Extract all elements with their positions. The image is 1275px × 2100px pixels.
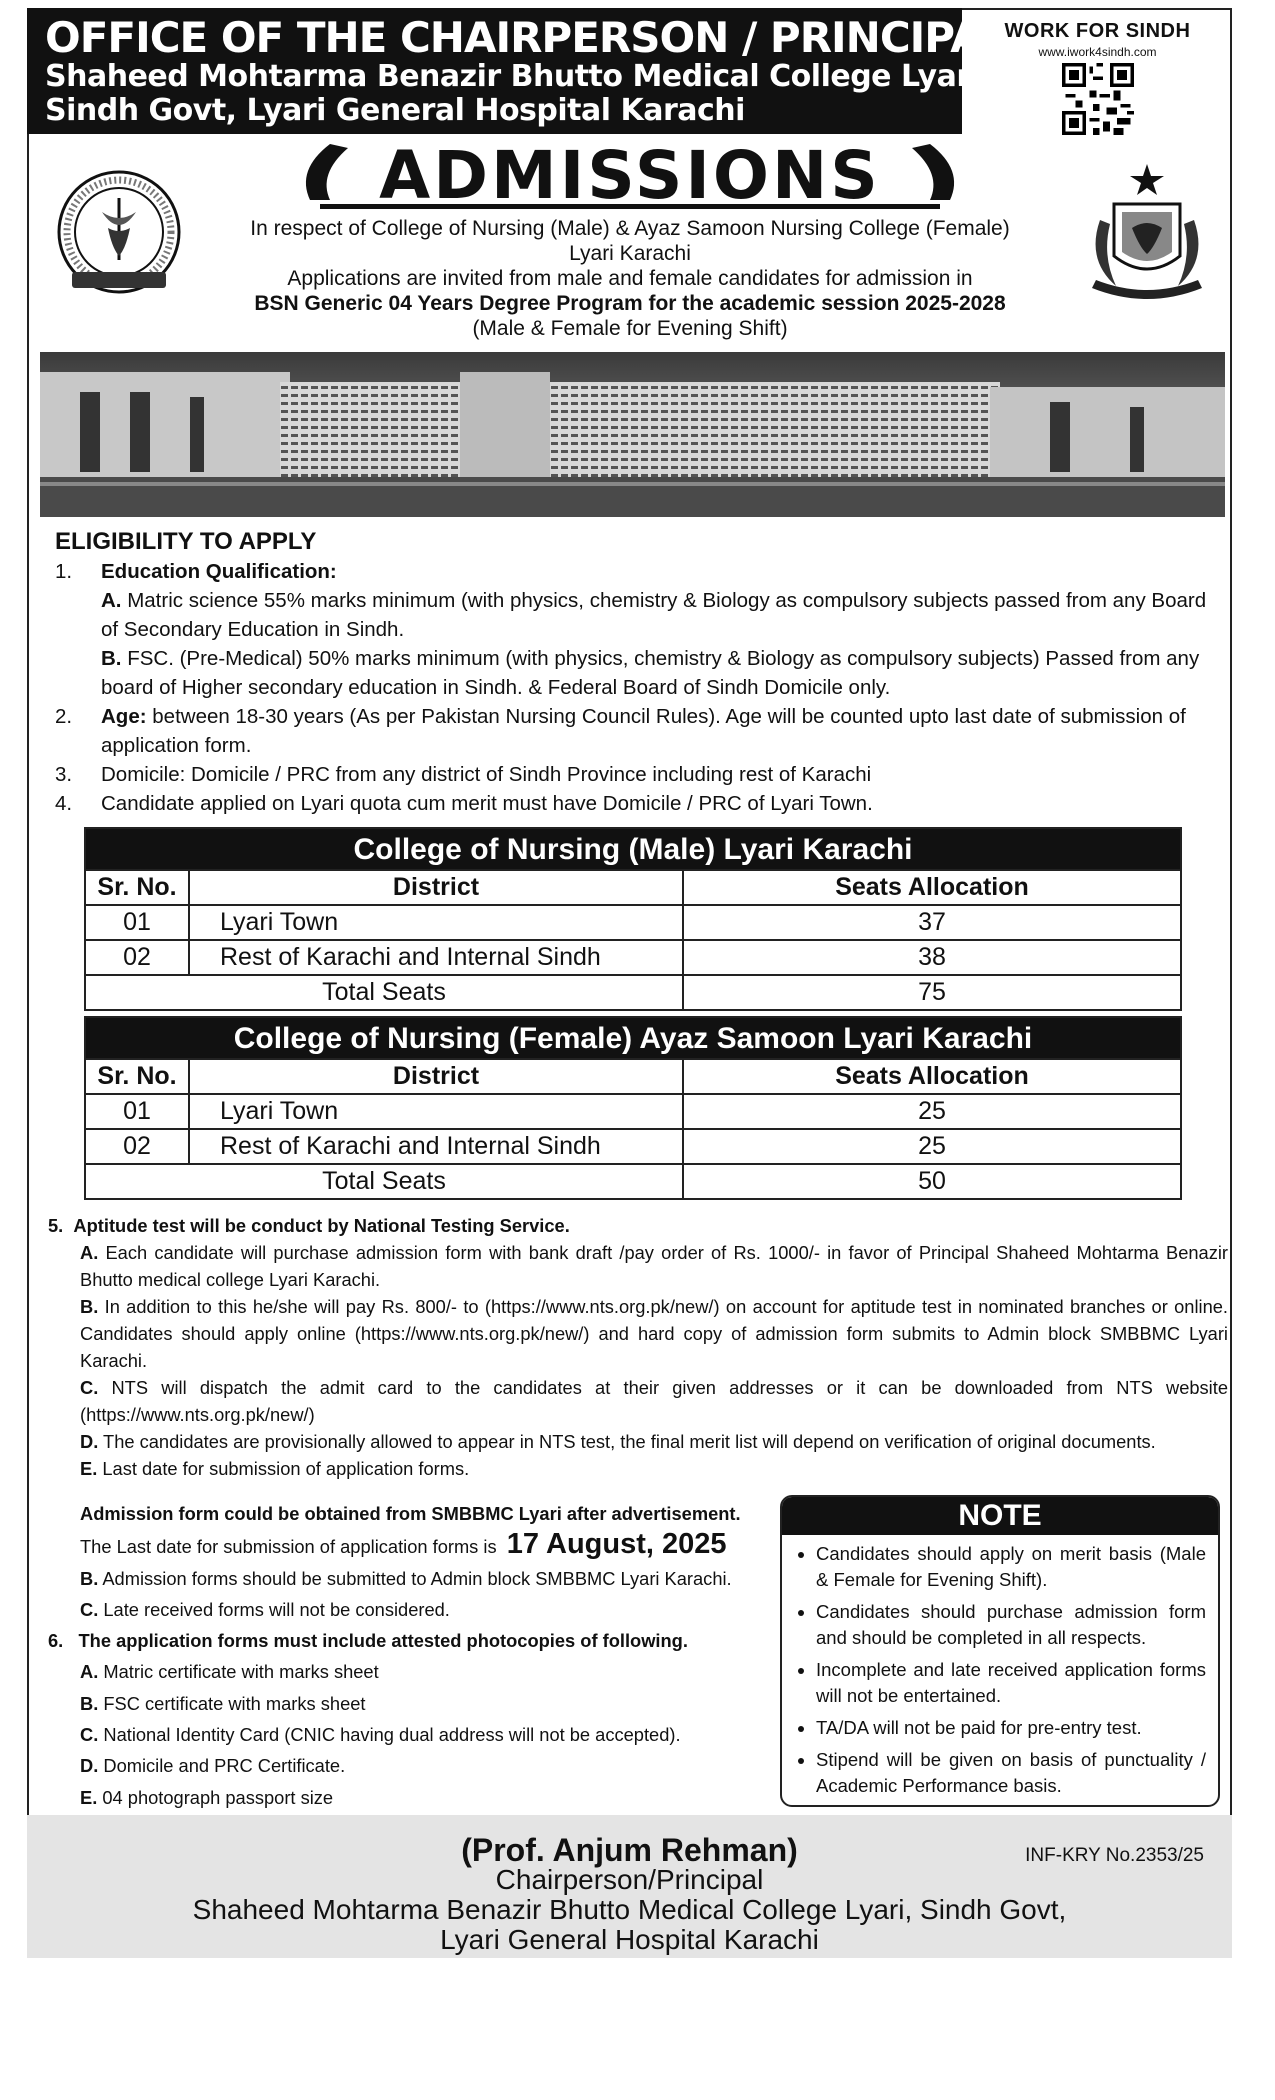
education-matric <box>55 586 1225 644</box>
eligibility-item-education <box>55 557 1225 586</box>
note-box <box>780 1495 1220 1807</box>
header-banner <box>27 8 1008 134</box>
note-item: • Candidates should purchase admission form and should be completed in all respects. <box>816 1599 1206 1651</box>
col-header-seats: Seats Allocation <box>683 1059 1181 1094</box>
document-text: Matric certificate with marks sheet <box>103 1661 379 1683</box>
sub-label: D. <box>80 1431 99 1452</box>
age-label: Age: <box>101 705 147 728</box>
table-total-row <box>85 975 1181 1010</box>
admission-intro <box>190 216 1070 341</box>
admission-forms-section <box>48 1498 768 1844</box>
eligibility-item-quota <box>55 789 1225 818</box>
eligibility-item-domicile <box>55 760 1225 789</box>
cell-sr: 02 <box>85 1129 189 1164</box>
aptitude-a-text: Each candidate will purchase admission form with bank draft /pay order of Rs. 1000/- in favor of Principal Shaheed Mohtarma Benazir Bhutto medical college Lyari Karachi. <box>80 1242 1228 1290</box>
aptitude-item-a <box>48 1239 1228 1293</box>
sub-label: A. <box>101 589 122 612</box>
signatory-designation: Chairperson/Principal <box>495 1864 764 1895</box>
cell-district: Rest of Karachi and Internal Sindh <box>189 940 683 975</box>
cell-seats: 25 <box>683 1129 1181 1164</box>
intro-shift: (Male & Female for Evening Shift) <box>472 317 788 340</box>
aptitude-item-d <box>48 1428 1228 1455</box>
seats-table-female <box>84 1016 1182 1200</box>
total-seats: 50 <box>683 1164 1181 1199</box>
col-header-district: District <box>189 870 683 905</box>
eligibility-item-age <box>55 702 1225 760</box>
document-item <box>48 1750 768 1781</box>
sindh-govt-emblem-icon <box>1072 160 1222 310</box>
aptitude-e-text: Last date for submission of application forms. <box>102 1458 470 1479</box>
col-header-sr: Sr. No. <box>85 1059 189 1094</box>
intro-city: Lyari Karachi <box>569 242 691 265</box>
col-header-district: District <box>189 1059 683 1094</box>
item-number: 1. <box>55 560 73 583</box>
sub-label: C. <box>80 1377 99 1398</box>
note-item: • Incomplete and late received application forms will not be entertained. <box>816 1657 1206 1709</box>
admission-c-text: Late received forms will not be considered. <box>103 1598 450 1620</box>
note-heading: NOTE <box>782 1497 1218 1535</box>
college-seal-icon <box>52 168 186 302</box>
note-item: • TA/DA will not be paid for pre-entry test. <box>816 1715 1206 1741</box>
document-text: FSC certificate with marks sheet <box>103 1692 366 1714</box>
documents-title: The application forms must include attested photocopies of following. <box>78 1630 688 1652</box>
cell-seats: 25 <box>683 1094 1181 1129</box>
admission-b-text: Admission forms should be submitted to Admin block SMBBMC Lyari Karachi. <box>102 1567 732 1589</box>
document-item <box>48 1782 768 1813</box>
aptitude-item-b <box>48 1293 1228 1374</box>
sub-label: E. <box>80 1786 98 1808</box>
table-row <box>85 940 1181 975</box>
cell-seats: 38 <box>683 940 1181 975</box>
sub-label: B. <box>80 1692 99 1714</box>
education-title: Education Qualification: <box>101 560 337 583</box>
document-item <box>48 1656 768 1687</box>
cell-district: Lyari Town <box>189 905 683 940</box>
header-college-name: Shaheed Mohtarma Benazir Bhutto Medical College Lyari <box>45 59 981 94</box>
sub-label: E. <box>80 1458 98 1479</box>
cell-district: Rest of Karachi and Internal Sindh <box>189 1129 683 1164</box>
quota-text: Candidate applied on Lyari quota cum merit must have Domicile / PRC of Lyari Town. <box>101 792 873 815</box>
aptitude-item-c <box>48 1374 1228 1428</box>
header-location: Sindh Govt, Lyari General Hospital Karachi <box>45 93 745 128</box>
document-item <box>48 1719 768 1750</box>
signatory-college: Shaheed Mohtarma Benazir Bhutto Medical College Lyari, Sindh Govt, <box>192 1894 1067 1925</box>
education-fsc <box>55 644 1225 702</box>
note-item: • Candidates should apply on merit basis (Male & Female for Evening Shift). <box>816 1541 1206 1593</box>
document-text: 04 photograph passport size <box>102 1786 334 1808</box>
work-for-sindh-url: www.iwork4sindh.com <box>1038 45 1157 59</box>
total-seats: 75 <box>683 975 1181 1010</box>
reference-number: INF-KRY No.2353/25 <box>1025 1845 1204 1866</box>
intro-colleges: In respect of College of Nursing (Male) & Ayaz Samoon Nursing College (Female) <box>250 217 1010 240</box>
intro-program: BSN Generic 04 Years Degree Program for the academic session 2025-2028 <box>254 292 1006 315</box>
table-row <box>85 1129 1181 1164</box>
header-title: OFFICE OF THE CHAIRPERSON / PRINCIPAL <box>45 13 1008 62</box>
qr-code-icon <box>1062 63 1134 135</box>
aptitude-item-e <box>48 1455 1228 1482</box>
intro-invitation: Applications are invited from male and female candidates for admission in <box>287 267 973 290</box>
admissions-banner <box>290 137 970 214</box>
signature-footer <box>27 1815 1232 1958</box>
work-for-sindh-badge <box>970 10 1225 134</box>
signatory-hospital: Lyari General Hospital Karachi <box>440 1924 819 1955</box>
sub-label: D. <box>80 1755 99 1777</box>
note-list <box>782 1541 1218 1799</box>
fsc-text: FSC. (Pre-Medical) 50% marks minimum (with physics, chemistry & Biology as compulsory subjects) Passed from any board of Higher secondary education in Sindh. & Federal Board of Sindh Domicile only. <box>101 647 1200 699</box>
last-date: 17 August, 2025 <box>506 1528 727 1561</box>
sub-label: A. <box>80 1242 99 1263</box>
sub-label: B. <box>80 1567 99 1589</box>
total-label: Total Seats <box>85 1164 683 1199</box>
aptitude-c-text: NTS will dispatch the admit card to the candidates at their given addresses or it can be downloaded from NTS website (https://www.nts.org.pk/new/) <box>80 1377 1228 1425</box>
eligibility-section <box>55 527 1225 818</box>
cell-district: Lyari Town <box>189 1094 683 1129</box>
cell-sr: 01 <box>85 905 189 940</box>
document-item <box>48 1688 768 1719</box>
admission-obtain: Admission form could be obtained from SMBBMC Lyari after advertisement. <box>80 1503 741 1524</box>
sub-label: B. <box>101 647 122 670</box>
cell-seats: 37 <box>683 905 1181 940</box>
item-number: 2. <box>55 705 73 728</box>
total-label: Total Seats <box>85 975 683 1010</box>
work-for-sindh-brand: WORK FOR SINDH <box>1004 20 1191 42</box>
item-number: 3. <box>55 763 73 786</box>
sub-label: C. <box>80 1724 99 1746</box>
table-total-row <box>85 1164 1181 1199</box>
domicile-text: Domicile: Domicile / PRC from any district of Sindh Province including rest of Karachi <box>101 763 872 786</box>
note-item: • Stipend will be given on basis of punctuality / Academic Performance basis. <box>816 1747 1206 1799</box>
section-number: 6. <box>48 1630 64 1652</box>
document-text: Domicile and PRC Certificate. <box>103 1755 346 1777</box>
document-text: National Identity Card (CNIC having dual address will not be accepted). <box>103 1724 681 1746</box>
sub-label: B. <box>80 1296 99 1317</box>
sub-label: A. <box>80 1661 99 1683</box>
eligibility-heading: ELIGIBILITY TO APPLY <box>55 528 317 555</box>
table-row <box>85 905 1181 940</box>
aptitude-d-text: The candidates are provisionally allowed to appear in NTS test, the final merit list will depend on verification of original documents. <box>103 1431 1156 1452</box>
table-caption: College of Nursing (Female) Ayaz Samoon Lyari Karachi <box>85 1017 1181 1059</box>
sub-label: C. <box>80 1598 99 1620</box>
seats-table-male <box>84 827 1182 1011</box>
table-caption: College of Nursing (Male) Lyari Karachi <box>85 828 1181 870</box>
cell-sr: 01 <box>85 1094 189 1129</box>
last-date-text: The Last date for submission of application forms is <box>80 1536 497 1558</box>
table-row <box>85 1094 1181 1129</box>
admissions-heading: ADMISSIONS <box>379 137 881 214</box>
col-header-sr: Sr. No. <box>85 870 189 905</box>
signature-block <box>27 1832 1232 1955</box>
age-text: between 18-30 years (As per Pakistan Nursing Council Rules). Age will be counted upto last date of submission of application form. <box>101 705 1186 757</box>
section-number: 5. <box>48 1215 64 1236</box>
cell-sr: 02 <box>85 940 189 975</box>
aptitude-title: Aptitude test will be conduct by National Testing Service. <box>73 1215 570 1236</box>
college-building-photo <box>40 352 1225 517</box>
signatory-name: (Prof. Anjum Rehman) <box>461 1832 798 1868</box>
aptitude-test-section <box>48 1212 1228 1482</box>
item-number: 4. <box>55 792 73 815</box>
matric-text: Matric science 55% marks minimum (with physics, chemistry & Biology as compulsory subjects passed from any Board of Secondary Education in Sindh. <box>101 589 1207 641</box>
aptitude-b-text: In addition to this he/she will pay Rs. 800/- to (https://www.nts.org.pk/new/) on account for aptitude test in nominated branches or online. Candidates should apply online (https://www.nts.org.pk/new/) and hard copy of admission form submits to Admin block SMBBMC Lyari Karachi. <box>80 1296 1228 1371</box>
col-header-seats: Seats Allocation <box>683 870 1181 905</box>
